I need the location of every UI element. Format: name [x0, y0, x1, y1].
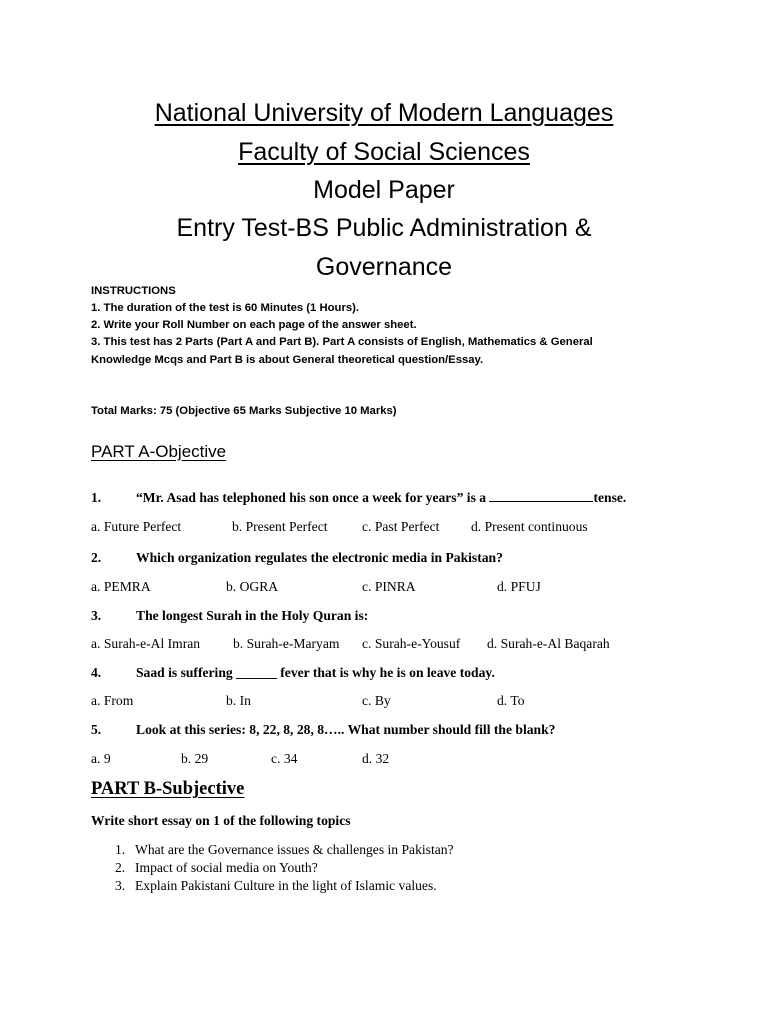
- topic-text: Explain Pakistani Culture in the light of Islamic values.: [135, 878, 437, 893]
- option-d: d. To: [497, 693, 525, 708]
- question-2: [91, 549, 691, 567]
- option-c: c. Surah-e-Yousuf: [362, 636, 461, 651]
- option-a: a. 9: [91, 751, 111, 766]
- question-number: 5.: [91, 722, 102, 737]
- paper-type-title: Model Paper: [313, 176, 455, 204]
- question-text: “Mr. Asad has telephoned his son once a week for years” is a tense.: [136, 490, 627, 505]
- topic-text: Impact of social media on Youth?: [135, 860, 318, 875]
- topic-text: What are the Governance issues & challenges in Pakistan?: [135, 842, 454, 857]
- question-number: 1.: [91, 490, 102, 505]
- test-title-line2: Governance: [315, 253, 453, 281]
- option-b: b. OGRA: [226, 579, 279, 594]
- test-title-line1: Entry Test-BS Public Administration &: [176, 214, 592, 242]
- option-b: b. Present Perfect: [232, 519, 328, 534]
- question-4: [91, 664, 691, 682]
- university-title: National University of Modern Languages: [154, 99, 614, 127]
- option-c: c. By: [362, 693, 391, 708]
- instruction-item: Knowledge Mcqs and Part B is about General theoretical question/Essay.: [91, 354, 484, 366]
- option-b: b. 29: [181, 751, 209, 766]
- option-d: d. Surah-e-Al Baqarah: [487, 636, 610, 651]
- part-b-heading: PART B-Subjective: [91, 779, 245, 799]
- question-number: 2.: [91, 550, 102, 565]
- essay-instructions: Write short essay on 1 of the following topics: [91, 813, 351, 828]
- instruction-item: 3. This test has 2 Parts (Part A and Part B). Part A consists of English, Mathematics & General: [91, 336, 593, 348]
- option-a: a. PEMRA: [91, 579, 151, 594]
- question-text: Which organization regulates the electronic media in Pakistan?: [136, 550, 503, 565]
- option-c: c. Past Perfect: [362, 519, 440, 534]
- option-c: c. PINRA: [362, 579, 416, 594]
- topic-number: 1.: [115, 842, 126, 857]
- question-number: 3.: [91, 608, 102, 623]
- question-text: Saad is suffering ______ fever that is why he is on leave today.: [136, 665, 495, 680]
- part-a-heading: PART A-Objective: [91, 442, 227, 461]
- option-c: c. 34: [271, 751, 298, 766]
- instructions-heading: INSTRUCTIONS: [91, 285, 176, 297]
- option-d: d. Present continuous: [471, 519, 588, 534]
- option-b: b. Surah-e-Maryam: [233, 636, 340, 651]
- total-marks: Total Marks: 75 (Objective 65 Marks Subjective 10 Marks): [91, 405, 397, 417]
- faculty-title: Faculty of Social Sciences: [238, 138, 530, 166]
- option-a: a. Future Perfect: [91, 519, 182, 534]
- instruction-item: 1. The duration of the test is 60 Minutes (1 Hours).: [91, 302, 360, 314]
- topic-number: 2.: [115, 860, 126, 875]
- topic-number: 3.: [115, 878, 126, 893]
- question-5: [91, 721, 691, 739]
- question-number: 4.: [91, 665, 102, 680]
- question-1: [91, 489, 691, 507]
- answer-blank: [489, 489, 593, 502]
- option-b: b. In: [226, 693, 251, 708]
- question-text: The longest Surah in the Holy Quran is:: [136, 608, 369, 623]
- essay-topic: [115, 877, 615, 895]
- option-d: d. PFUJ: [497, 579, 541, 594]
- option-a: a. Surah-e-Al Imran: [91, 636, 201, 651]
- instruction-item: 2. Write your Roll Number on each page of the answer sheet.: [91, 319, 417, 331]
- essay-topic: [115, 841, 615, 859]
- option-d: d. 32: [362, 751, 390, 766]
- option-a: a. From: [91, 693, 134, 708]
- question-text: Look at this series: 8, 22, 8, 28, 8….. What number should fill the blank?: [136, 722, 556, 737]
- essay-topic: [115, 859, 615, 877]
- question-3: [91, 607, 691, 625]
